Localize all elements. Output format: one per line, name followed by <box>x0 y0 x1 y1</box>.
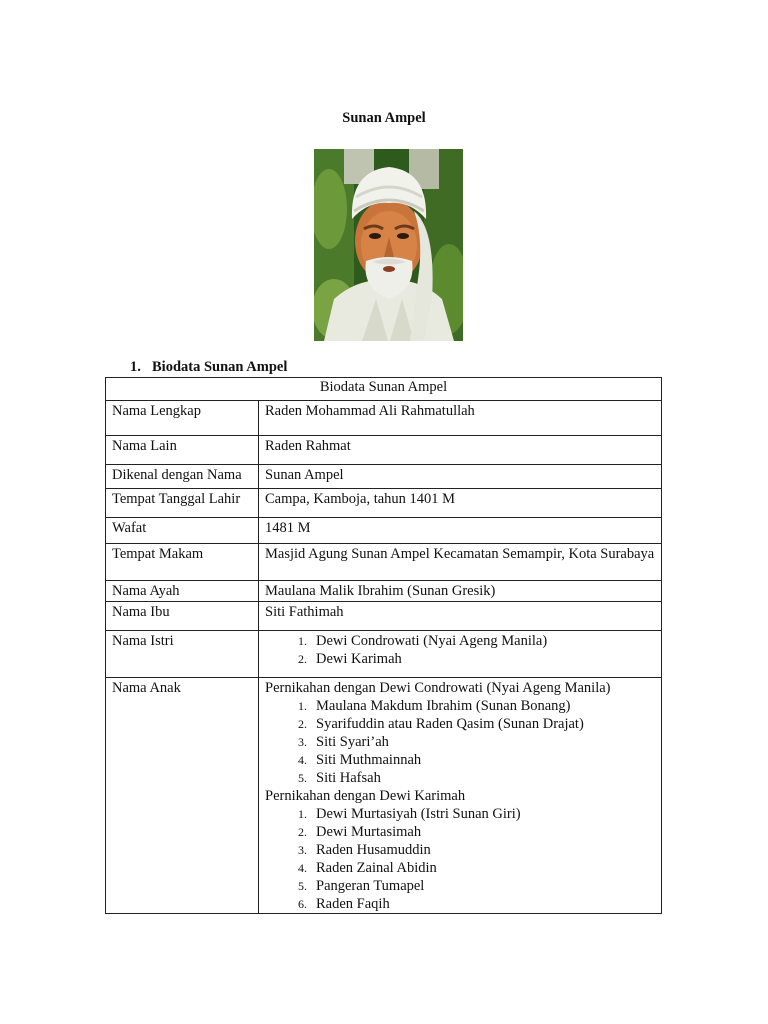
marriage-heading: Pernikahan dengan Dewi Karimah <box>265 788 466 804</box>
table-row <box>106 465 662 489</box>
table-row <box>106 631 662 678</box>
list-item: 1. Dewi Condrowati (Nyai Ageng Manila) <box>310 632 655 650</box>
list-item: 1. Dewi Murtasiyah (Istri Sunan Giri) <box>310 805 655 823</box>
row-value: Maulana Malik Ibrahim (Sunan Gresik) <box>259 581 662 602</box>
istri-list <box>265 632 655 668</box>
list-item: 3. Raden Husamuddin <box>310 841 655 859</box>
list-item: 3. Siti Syari’ah <box>310 733 655 751</box>
row-label: Nama Lengkap <box>106 401 259 436</box>
list-item: 6. Raden Faqih <box>310 895 655 913</box>
table-row <box>106 581 662 602</box>
row-label: Tempat Tanggal Lahir <box>106 489 259 518</box>
list-item: 2. Syarifuddin atau Raden Qasim (Sunan Drajat) <box>310 715 655 733</box>
row-value: Siti Fathimah <box>259 602 662 631</box>
table-row <box>106 401 662 436</box>
row-value: Masjid Agung Sunan Ampel Kecamatan Semampir, Kota Surabaya <box>259 544 662 581</box>
row-label: Dikenal dengan Nama <box>106 465 259 489</box>
children-list <box>265 805 655 913</box>
biodata-table <box>105 377 662 914</box>
table-row <box>106 436 662 465</box>
row-value: 1481 M <box>259 518 662 544</box>
table-header-row <box>106 378 662 401</box>
portrait-image <box>314 149 463 341</box>
list-item: 1. Maulana Makdum Ibrahim (Sunan Bonang) <box>310 697 655 715</box>
table-row <box>106 544 662 581</box>
list-item: 4. Siti Muthmainnah <box>310 751 655 769</box>
row-label: Nama Istri <box>106 631 259 678</box>
table-row <box>106 489 662 518</box>
section-number: 1. <box>130 359 141 375</box>
row-value <box>259 678 662 914</box>
table-caption: Biodata Sunan Ampel <box>106 378 662 401</box>
table-row <box>106 602 662 631</box>
row-label: Nama Lain <box>106 436 259 465</box>
row-value: Raden Rahmat <box>259 436 662 465</box>
list-item: 5. Pangeran Tumapel <box>310 877 655 895</box>
row-label: Wafat <box>106 518 259 544</box>
marriage-heading: Pernikahan dengan Dewi Condrowati (Nyai Ageng Manila) <box>265 680 611 696</box>
document-title: Sunan Ampel <box>342 110 426 126</box>
row-value <box>259 631 662 678</box>
row-label: Nama Anak <box>106 678 259 914</box>
row-value: Raden Mohammad Ali Rahmatullah <box>259 401 662 436</box>
table-row <box>106 518 662 544</box>
table-row <box>106 678 662 914</box>
list-item: 2. Dewi Karimah <box>310 650 655 668</box>
row-label: Nama Ibu <box>106 602 259 631</box>
children-list <box>265 697 655 787</box>
row-label: Nama Ayah <box>106 581 259 602</box>
list-item: 2. Dewi Murtasimah <box>310 823 655 841</box>
row-value: Sunan Ampel <box>259 465 662 489</box>
row-label: Tempat Makam <box>106 544 259 581</box>
list-item: 5. Siti Hafsah <box>310 769 655 787</box>
row-value: Campa, Kamboja, tahun 1401 M <box>259 489 662 518</box>
section-heading-text: Biodata Sunan Ampel <box>152 359 288 375</box>
section-heading <box>130 359 287 376</box>
list-item: 4. Raden Zainal Abidin <box>310 859 655 877</box>
